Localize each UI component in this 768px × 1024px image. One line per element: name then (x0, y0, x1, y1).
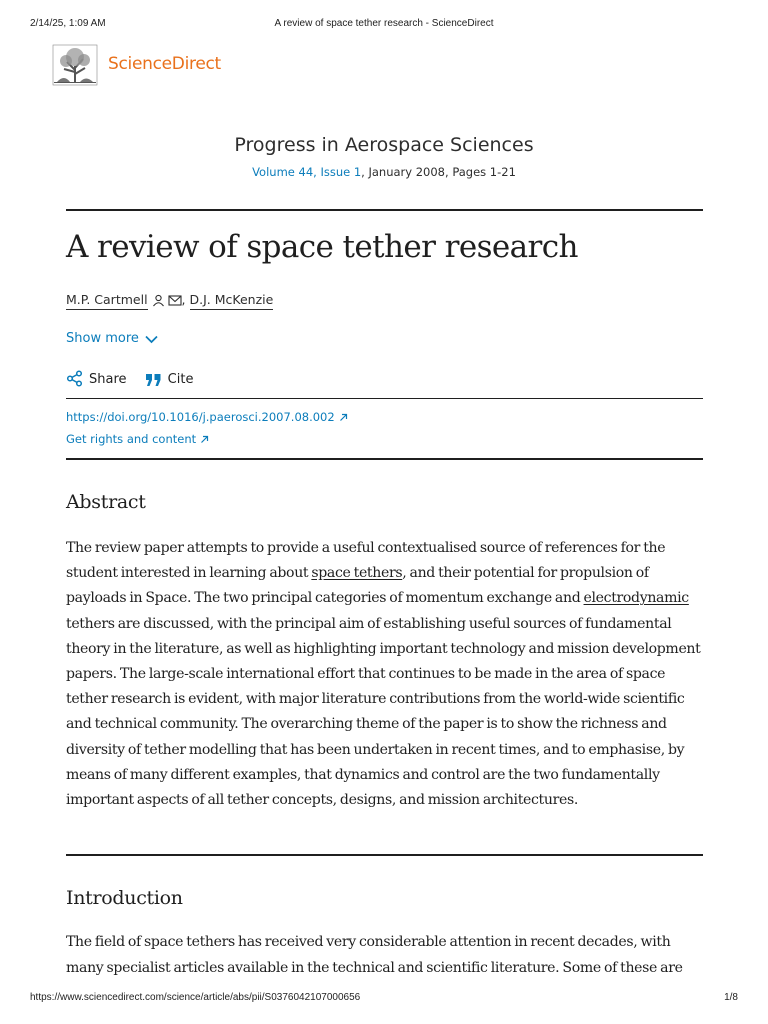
volume-issue-link[interactable]: Volume 44, Issue 1 (252, 165, 362, 179)
article-actions (66, 370, 207, 387)
print-datetime: 2/14/25, 1:09 AM (30, 18, 106, 29)
print-page-title: A review of space tether research - ScienceDirect (274, 18, 494, 29)
external-link-icon (339, 413, 348, 422)
person-icon[interactable] (152, 294, 165, 307)
external-link-icon (200, 435, 209, 444)
chevron-down-icon (145, 335, 158, 344)
share-icon (66, 370, 83, 387)
share-button[interactable] (66, 370, 127, 387)
print-footer (30, 992, 738, 1008)
abstract-text-part: tethers are discussed, with the principal aim of establishing useful sources of fundamental theory in the literature, as well as highlighting important technology and mission development papers. The large-scale international effort that continues to be made in the area of space tether research is evident, with major literature contributions from the world-wide scientific and technical community. The overarching theme of the paper is to show the richness and diversity of tether modelling that has been undertaken in recent times, and to emphasise, by means of many different examples, that dynamics and control are the two fundamentally important aspects of all tether concepts, designs, and mission architectures. (66, 615, 701, 809)
doi-text: https://doi.org/10.1016/j.paerosci.2007.08.002 (66, 410, 335, 424)
quote-icon (145, 373, 162, 387)
author-link[interactable]: M.P. Cartmell (66, 292, 148, 310)
divider-top (66, 209, 703, 211)
doi-link[interactable] (66, 410, 348, 424)
brand-name: ScienceDirect (108, 54, 221, 74)
show-more-label: Show more (66, 331, 139, 346)
article-title: A review of space tether research (66, 229, 578, 265)
cite-button[interactable] (145, 372, 194, 387)
author-separator: , (181, 292, 190, 307)
term-link-space-tethers[interactable]: space tethers (311, 565, 403, 582)
author-link[interactable]: D.J. McKenzie (190, 292, 274, 310)
issue-line (0, 165, 768, 179)
cite-label: Cite (167, 372, 194, 387)
abstract-heading: Abstract (66, 491, 146, 513)
print-header (30, 18, 738, 34)
introduction-heading: Introduction (66, 887, 183, 909)
abstract-text (66, 536, 708, 813)
divider-actions (66, 398, 703, 399)
abstract-text-part: , and their potential for propulsion of payloads in Space. The two principal categories of momentum exchange and (66, 565, 649, 607)
rights-link[interactable] (66, 432, 209, 446)
divider-abstract (66, 458, 703, 460)
share-label: Share (89, 372, 127, 387)
print-url: https://www.sciencedirect.com/science/article/abs/pii/S0376042107000656 (30, 992, 361, 1003)
sciencedirect-logo[interactable] (52, 44, 232, 88)
author-icons (152, 294, 182, 310)
abstract-text-part: The review paper attempts to provide a useful contextualised source of references for the student interested in learning about (66, 540, 666, 582)
show-more-button[interactable] (66, 331, 158, 346)
introduction-text: The field of space tethers has received very considerable attention in recent decades, with many specialist articles available in the technical and scientific literature. Some of these are (66, 934, 683, 976)
rights-text: Get rights and content (66, 432, 197, 446)
divider-introduction (66, 854, 703, 856)
print-page-number: 1/8 (724, 992, 738, 1003)
envelope-icon[interactable] (168, 294, 182, 307)
elsevier-tree-icon (52, 44, 98, 86)
issue-date-pages: , January 2008, Pages 1-21 (361, 165, 516, 179)
term-link-electrodynamic[interactable]: electrodynamic (583, 590, 689, 607)
author-list (66, 292, 273, 310)
journal-name[interactable]: Progress in Aerospace Sciences (234, 134, 534, 156)
